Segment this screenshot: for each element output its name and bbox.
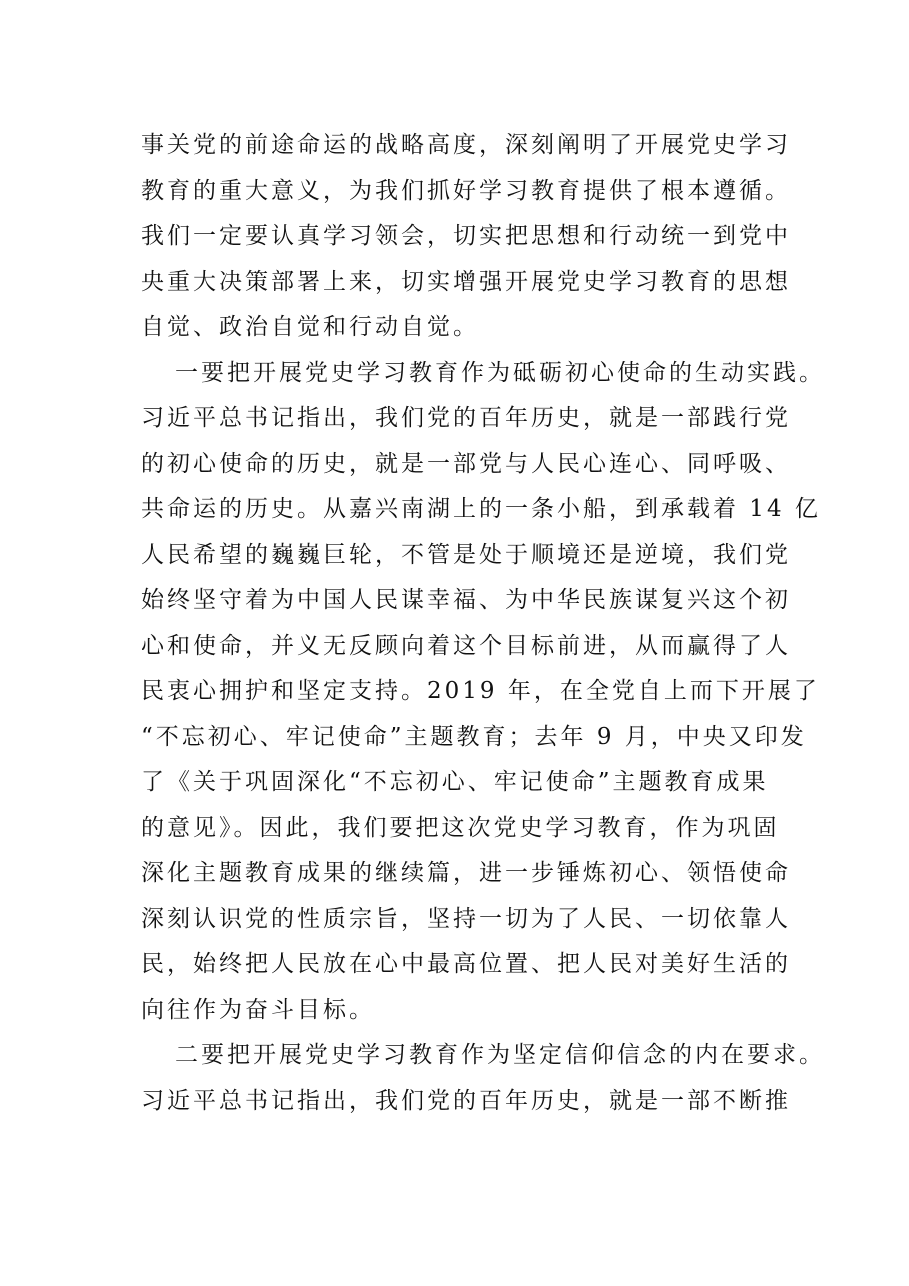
text-line: 我们一定要认真学习领会，切实把思想和行动统一到党中 (141, 223, 791, 249)
text-line: 始终坚守着为中国人民谋幸福、为中华民族谋复兴这个初 (141, 587, 791, 613)
text-line: 的初心使命的历史，就是一部党与人民心连心、同呼吸、 (141, 450, 791, 477)
text-line: 事关党的前途命运的战略高度，深刻阐明了开展党史学习 (141, 132, 791, 158)
text-line: 心和使命，并义无反顾向着这个目标前进，从而赢得了人 (141, 632, 791, 659)
text-line: 民，始终把人民放在心中最高位置、把人民对美好生活的 (141, 951, 791, 977)
text-line: 人民希望的巍巍巨轮，不管是处于顺境还是逆境，我们党 (141, 541, 791, 568)
paragraph-first-line: 二要把开展党史学习教育作为坚定信仰信念的内在要求。 (175, 1042, 825, 1068)
text-line: “不忘初心、牢记使命”主题教育；去年 9 月，中央又印发 (141, 723, 807, 750)
text-line: 民衷心拥护和坚定支持。2019 年，在全党自上而下开展了 (141, 678, 820, 704)
text-line: 的意见》。因此，我们要把这次党史学习教育，作为巩固 (141, 814, 780, 841)
text-line: 共命运的历史。从嘉兴南湖上的一条小船，到承载着 14 亿 (141, 496, 821, 522)
text-line: 了《关于巩固深化“不忘初心、牢记使命”主题教育成果 (141, 769, 769, 795)
text-line: 自觉、政治自觉和行动自觉。 (141, 314, 479, 340)
text-line: 习近平总书记指出，我们党的百年历史，就是一部不断推 (141, 1087, 791, 1114)
text-line: 深化主题教育成果的继续篇，进一步锤炼初心、领悟使命 (141, 860, 791, 886)
text-line: 央重大决策部署上来，切实增强开展党史学习教育的思想 (141, 268, 791, 295)
text-line: 教育的重大意义，为我们抓好学习教育提供了根本遵循。 (141, 177, 791, 204)
text-line: 习近平总书记指出，我们党的百年历史，就是一部践行党 (141, 405, 791, 431)
text-line: 深刻认识党的性质宗旨，坚持一切为了人民、一切依靠人 (141, 905, 791, 932)
paragraph-first-line: 一要把开展党史学习教育作为砥砺初心使命的生动实践。 (175, 359, 825, 386)
body-text (141, 123, 825, 1124)
text-line: 向往作为奋斗目标。 (141, 996, 375, 1023)
